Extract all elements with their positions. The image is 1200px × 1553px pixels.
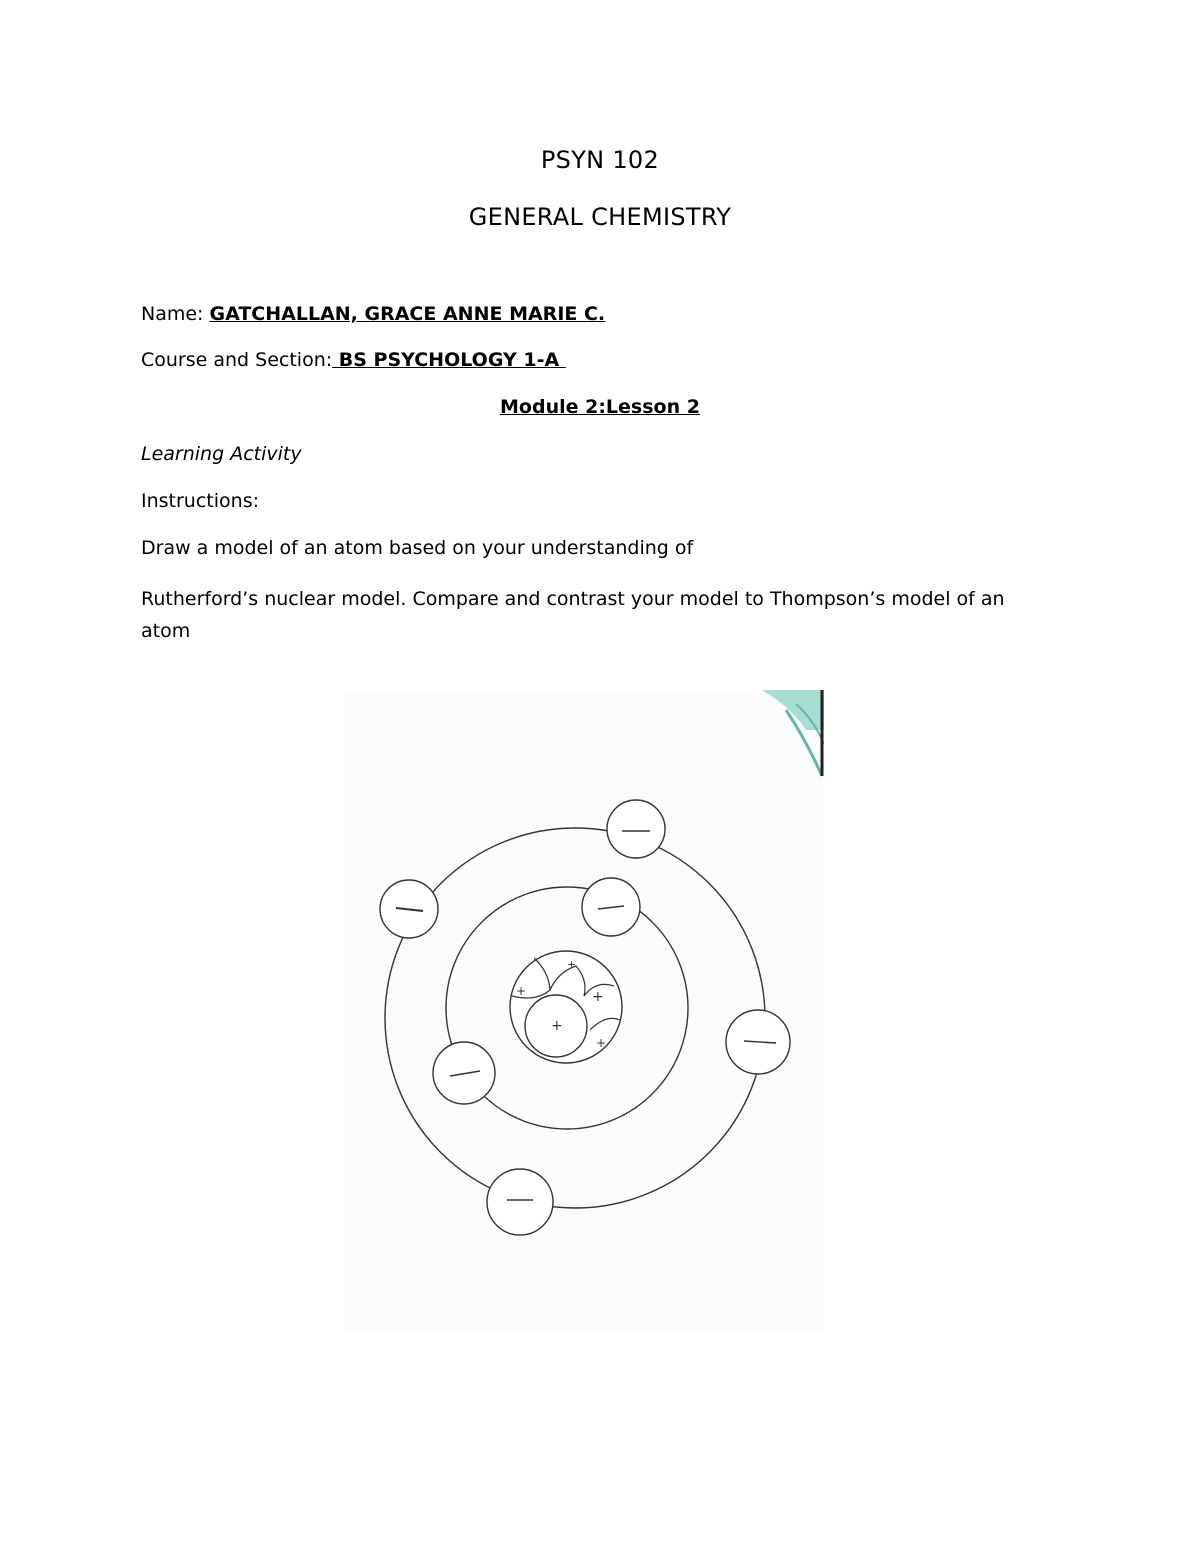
name-row [141, 303, 605, 325]
learning-activity-label: Learning Activity [141, 443, 302, 465]
course-section-label: Course and Section: [141, 349, 333, 371]
course-section-value: BS PSYCHOLOGY 1-A [332, 349, 566, 371]
electron [607, 800, 665, 858]
course-code: PSYN 102 [540, 146, 660, 174]
instruction-text-line-1: Draw a model of an atom based on your understanding of [141, 537, 694, 559]
proton-symbol: + [551, 1018, 563, 1034]
proton-symbol: + [567, 958, 577, 971]
electron [582, 878, 640, 936]
atom-model-drawing [344, 690, 824, 1332]
course-section-row [141, 349, 566, 371]
instruction-text-line-2: Rutherford’s nuclear model. Compare and contrast your model to Thompson’s model of an atom [141, 588, 1005, 642]
electron [433, 1042, 495, 1104]
name-value: GATCHALLAN, GRACE ANNE MARIE C. [209, 303, 606, 325]
proton-symbol: + [592, 989, 604, 1005]
electron [380, 880, 438, 938]
module-heading: Module 2:Lesson 2 [500, 396, 700, 418]
electron [726, 1010, 790, 1074]
electron [487, 1169, 553, 1235]
instructions-label: Instructions: [141, 490, 259, 512]
proton-symbol: + [596, 1036, 607, 1050]
course-title: GENERAL CHEMISTRY [468, 203, 732, 231]
proton-symbol: + [516, 984, 527, 998]
nucleus [510, 951, 622, 1063]
name-label: Name: [141, 303, 204, 325]
